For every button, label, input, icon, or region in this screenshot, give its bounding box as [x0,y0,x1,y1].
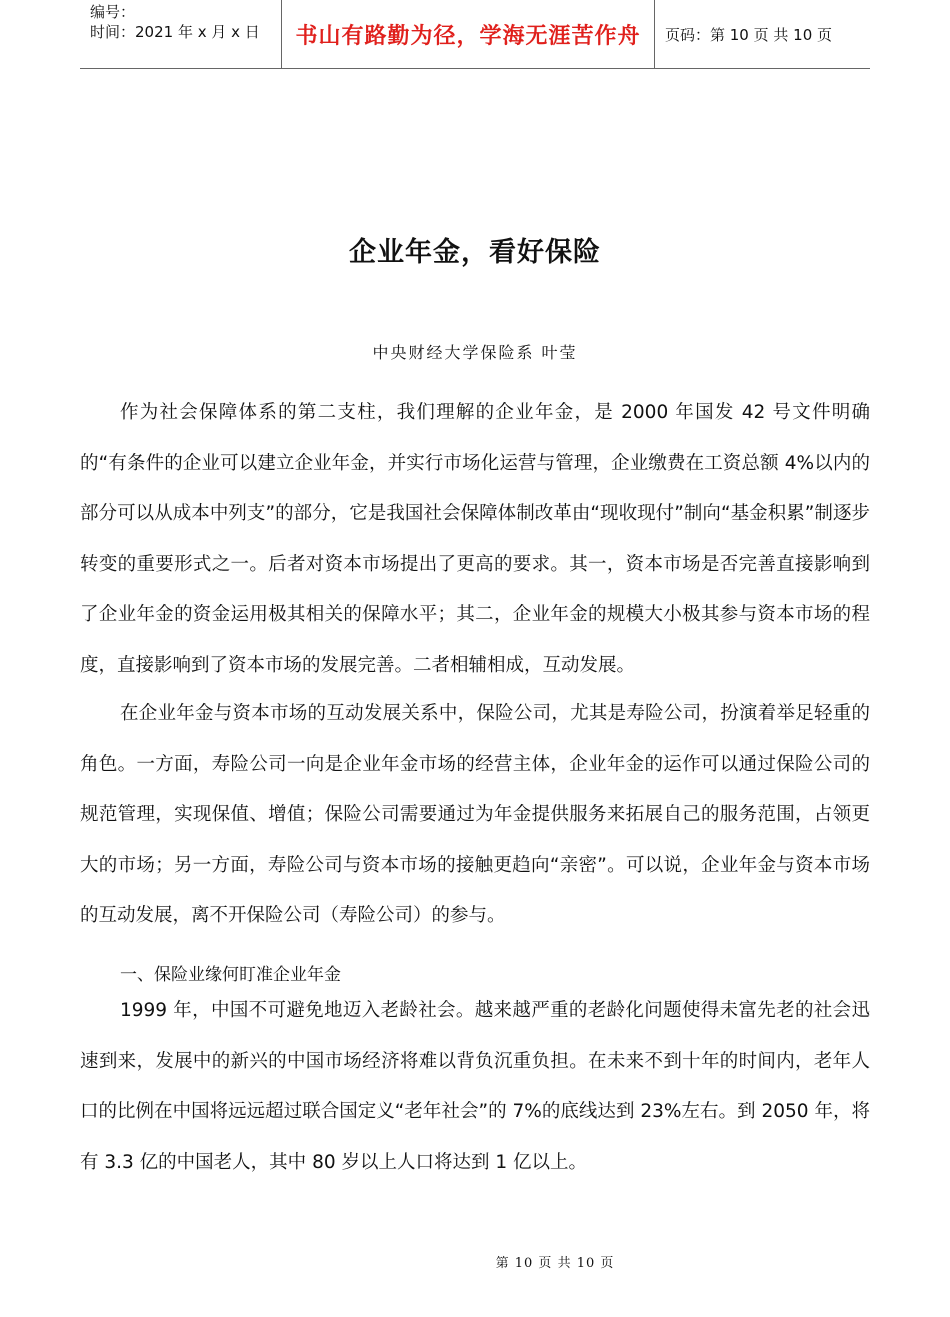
time-label: 时间：2021 年 x 月 x 日 [90,23,260,41]
number-label: 编号： [90,3,136,21]
paragraph-1 [80,388,870,691]
paragraph-2 [80,689,870,942]
page-footer: 第 10 页 共 10 页 [495,1256,615,1271]
document-title: 企业年金，看好保险 [349,237,601,268]
header-motto: 书山有路勤为径，学海无涯苦作舟 [295,22,641,49]
header-page-info: 页码：第 10 页 共 10 页 [665,25,833,44]
paragraph-3 [80,986,870,1188]
page-header [80,0,870,69]
paragraph-1-text: 作为社会保障体系的第二支柱，我们理解的企业年金，是 2000 年国发 42 号文件明确的“有条件的企业可以建立企业年金，并实行市场化运营与管理，企业缴费在工资总额 4%以内的部分可以从成本中列支”的部分，它是我国社会保障体制改革由“现收现付”制向“基金积累”制逐步转变的重要形式之一。后者对资本市场提出了更高的要求。其一，资本市场是否完善直接影响到了企业年金的资金运用极其相关的保障水平；其二，企业年金的规模大小极其参与资本市场的程度，直接影响到了资本市场的发展完善。二者相辅相成，互动发展。 [80,402,870,676]
header-motto-cell [281,0,655,68]
paragraph-3-text: 1999 年，中国不可避免地迈入老龄社会。越来越严重的老龄化问题使得未富先老的社会迅速到来，发展中的新兴的中国市场经济将难以背负沉重负担。在未来不到十年的时间内，老年人口的比例在中国将远远超过联合国定义“老年社会”的 7%的底线达到 23%左右。到 2050 年，将有 3.3 亿的中国老人，其中 80 岁以上人口将达到 1 亿以上。 [80,1000,870,1173]
paragraph-2-text: 在企业年金与资本市场的互动发展关系中，保险公司，尤其是寿险公司，扮演着举足轻重的角色。一方面，寿险公司一向是企业年金市场的经营主体，企业年金的运作可以通过保险公司的规范管理，实现保值、增值；保险公司需要通过为年金提供服务来拓展自己的服务范围，占领更大的市场；另一方面，寿险公司与资本市场的接触更趋向“亲密”。可以说，企业年金与资本市场的互动发展，离不开保险公司（寿险公司）的参与。 [80,703,870,926]
section-heading: 一、保险业缘何盯准企业年金 [120,965,341,985]
document-author: 中央财经大学保险系 叶莹 [372,343,578,362]
header-meta [80,0,281,68]
